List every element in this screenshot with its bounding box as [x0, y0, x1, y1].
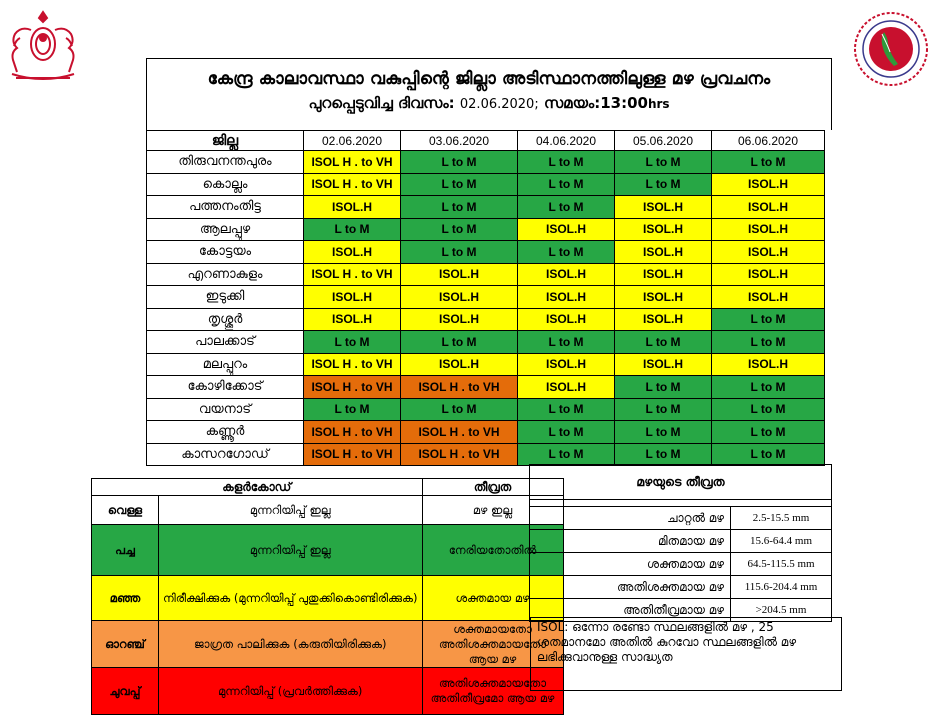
district-row [147, 376, 825, 399]
intensity-label: അതിശക്തമായ മഴ [530, 576, 731, 599]
legend-color-name: പച്ച [92, 525, 159, 576]
forecast-cell: ISOL.H [615, 241, 712, 264]
intensity-range: >204.5 mm [731, 599, 832, 622]
district-name: ഇടുക്കി [147, 286, 304, 309]
forecast-cell: L to M [401, 218, 518, 241]
forecast-cell: L to M [518, 241, 615, 264]
forecast-cell: L to M [712, 151, 825, 174]
district-name: ആലപ്പുഴ [147, 218, 304, 241]
forecast-cell: L to M [712, 443, 825, 466]
forecast-cell: L to M [401, 173, 518, 196]
forecast-cell: ISOL.H [615, 218, 712, 241]
forecast-cell: ISOL.H [615, 353, 712, 376]
forecast-title-box [146, 58, 832, 130]
color-code-legend [91, 478, 564, 715]
kerala-state-emblem-icon [6, 8, 80, 82]
forecast-cell: L to M [401, 398, 518, 421]
forecast-cell: ISOL.H [615, 196, 712, 219]
district-name: തൃശ്ശൂർ [147, 308, 304, 331]
forecast-cell: ISOL.H [712, 196, 825, 219]
time-unit: hrs [647, 97, 670, 111]
forecast-cell: ISOL.H [401, 353, 518, 376]
forecast-cell: L to M [615, 151, 712, 174]
district-row [147, 353, 825, 376]
legend-meaning: നിരീക്ഷിക്കുക (മുന്നറിയിപ്പ് പുതുക്കികൊണ്ടിരിക്കുക) [159, 576, 423, 621]
forecast-cell: ISOL H . to VH [304, 173, 401, 196]
district-row [147, 331, 825, 354]
district-row [147, 398, 825, 421]
district-row [147, 263, 825, 286]
forecast-cell: ISOL.H [615, 263, 712, 286]
forecast-cell: ISOL.H [304, 308, 401, 331]
forecast-cell: ISOL H . to VH [304, 263, 401, 286]
legend-color-name: ചുവപ്പ് [92, 668, 159, 715]
forecast-cell: L to M [518, 151, 615, 174]
forecast-cell: ISOL.H [712, 263, 825, 286]
forecast-cell: L to M [712, 421, 825, 444]
forecast-cell: ISOL H . to VH [304, 151, 401, 174]
forecast-cell: L to M [712, 308, 825, 331]
forecast-cell: L to M [401, 331, 518, 354]
forecast-cell: ISOL H . to VH [401, 421, 518, 444]
legend-row-orange [92, 621, 564, 668]
forecast-cell: ISOL.H [615, 308, 712, 331]
district-row [147, 241, 825, 264]
district-name: വയനാട് [147, 398, 304, 421]
forecast-cell: ISOL.H [615, 286, 712, 309]
spacer [530, 500, 832, 507]
date-column-header: 03.06.2020 [401, 131, 518, 151]
forecast-cell: ISOL.H [712, 353, 825, 376]
forecast-cell: L to M [518, 443, 615, 466]
forecast-cell: ISOL.H [401, 263, 518, 286]
forecast-cell: L to M [712, 398, 825, 421]
district-column-header: ജില്ല [147, 131, 304, 151]
intensity-range: 15.6-64.4 mm [731, 530, 832, 553]
forecast-cell: ISOL.H [712, 173, 825, 196]
intensity-row [530, 530, 832, 553]
legend-row-green [92, 525, 564, 576]
time-value: 13:00 [600, 94, 648, 112]
page-title: കേന്ദ്ര കാലാവസ്ഥാ വകുപ്പിന്റെ ജില്ലാ അടിസ്ഥാനത്തിലുള്ള മഴ പ്രവചനം [207, 69, 771, 89]
intensity-range: 64.5-115.5 mm [731, 553, 832, 576]
forecast-cell: ISOL.H [518, 218, 615, 241]
forecast-cell: L to M [401, 241, 518, 264]
district-name: മലപ്പുറം [147, 353, 304, 376]
forecast-cell: ISOL H . to VH [304, 421, 401, 444]
forecast-cell: L to M [401, 196, 518, 219]
forecast-cell: ISOL.H [401, 308, 518, 331]
intensity-row [530, 576, 832, 599]
rain-intensity-table [529, 464, 832, 622]
legend-intensity: അതിശക്തമായതോ അതിതീവ്രമോ ആയ മഴ [422, 668, 563, 715]
forecast-cell: ISOL H . to VH [304, 376, 401, 399]
district-name: കോട്ടയം [147, 241, 304, 264]
forecast-cell: ISOL.H [304, 286, 401, 309]
forecast-cell: ISOL H . to VH [401, 443, 518, 466]
intensity-label: ചാറ്റൽ മഴ [530, 507, 731, 530]
district-name: കോഴിക്കോട് [147, 376, 304, 399]
color-code-header: കളർകോഡ് [92, 479, 423, 496]
forecast-cell: L to M [615, 376, 712, 399]
legend-color-name: ഓറഞ്ച് [92, 621, 159, 668]
intensity-label: അതിതീവ്രമായ മഴ [530, 599, 731, 622]
forecast-cell: L to M [615, 443, 712, 466]
forecast-cell: L to M [615, 398, 712, 421]
legend-row-white [92, 496, 564, 525]
isol-definition-note: ISOL: ഒന്നോ രണ്ടോ സ്ഥലങ്ങളിൽ മഴ , 25 ശതമാനമോ അതിൽ കുറവോ സ്ഥലങ്ങളിൽ മഴ ലഭിക്കുവാനുള്ള സാദ്ധ്യത [530, 617, 842, 691]
issued-date: 02.06.2020; [459, 97, 539, 112]
forecast-cell: ISOL.H [712, 286, 825, 309]
issued-line [147, 94, 831, 112]
legend-meaning: ജാഗ്രത പാലിക്കുക (കരുതിയിരിക്കുക) [159, 621, 423, 668]
district-row [147, 443, 825, 466]
intensity-range: 115.6-204.4 mm [731, 576, 832, 599]
forecast-cell: ISOL.H [304, 241, 401, 264]
district-name: പത്തനംതിട്ട [147, 196, 304, 219]
intensity-row [530, 507, 832, 530]
forecast-cell: ISOL H . to VH [304, 443, 401, 466]
date-column-header: 05.06.2020 [615, 131, 712, 151]
forecast-cell: L to M [712, 376, 825, 399]
forecast-cell: L to M [401, 151, 518, 174]
forecast-cell: L to M [518, 331, 615, 354]
forecast-cell: ISOL.H [518, 308, 615, 331]
legend-intensity: മഴ ഇല്ല [422, 496, 563, 525]
district-row [147, 421, 825, 444]
district-row [147, 151, 825, 174]
intensity-range: 2.5-15.5 mm [731, 507, 832, 530]
forecast-cell: ISOL.H [518, 353, 615, 376]
forecast-cell: L to M [615, 331, 712, 354]
rain-intensity-header: മഴയുടെ തീവ്രത [530, 465, 832, 500]
legend-color-name: വെള്ള [92, 496, 159, 525]
legend-meaning: മുന്നറിയിപ്പ് ഇല്ല [159, 525, 423, 576]
forecast-cell: ISOL.H [712, 241, 825, 264]
district-name: കണ്ണൂർ [147, 421, 304, 444]
forecast-cell: L to M [304, 218, 401, 241]
district-name: പാലക്കാട് [147, 331, 304, 354]
legend-intensity: ശക്തമായതോ അതിശക്തമായതോ ആയ മഴ [422, 621, 563, 668]
district-name: കൊല്ലം [147, 173, 304, 196]
date-column-header: 02.06.2020 [304, 131, 401, 151]
forecast-cell: ISOL.H [401, 286, 518, 309]
forecast-cell: L to M [712, 331, 825, 354]
forecast-header-row [147, 131, 825, 151]
intensity-label: മിതമായ മഴ [530, 530, 731, 553]
forecast-cell: L to M [304, 398, 401, 421]
forecast-cell: ISOL.H [712, 218, 825, 241]
district-name: എറണാകുളം [147, 263, 304, 286]
district-row [147, 173, 825, 196]
legend-intensity: നേരിയതോതിൽ [422, 525, 563, 576]
forecast-cell: L to M [615, 173, 712, 196]
district-name: തിരുവനന്തപുരം [147, 151, 304, 174]
date-column-header: 04.06.2020 [518, 131, 615, 151]
district-row [147, 286, 825, 309]
forecast-cell: L to M [518, 398, 615, 421]
intensity-row [530, 553, 832, 576]
district-name: കാസറഗോഡ് [147, 443, 304, 466]
forecast-cell: L to M [518, 173, 615, 196]
district-row [147, 196, 825, 219]
legend-intensity: ശക്തമായ മഴ [422, 576, 563, 621]
issued-label: പുറപ്പെടുവിച്ച ദിവസം: [308, 94, 455, 112]
forecast-cell: ISOL H . to VH [304, 353, 401, 376]
forecast-cell: ISOL.H [518, 286, 615, 309]
forecast-cell: ISOL.H [304, 196, 401, 219]
legend-row-yellow [92, 576, 564, 621]
date-column-header: 06.06.2020 [712, 131, 825, 151]
time-label: സമയം: [543, 94, 601, 112]
forecast-cell: L to M [304, 331, 401, 354]
district-row [147, 308, 825, 331]
intensity-header: തീവ്രത [422, 479, 563, 496]
forecast-cell: L to M [615, 421, 712, 444]
intensity-label: ശക്തമായ മഴ [530, 553, 731, 576]
forecast-cell: ISOL.H [518, 263, 615, 286]
district-forecast-table [146, 130, 825, 466]
forecast-cell: ISOL H . to VH [401, 376, 518, 399]
district-row [147, 218, 825, 241]
legend-row-red [92, 668, 564, 715]
legend-meaning: മുന്നറിയിപ്പ് ഇല്ല [159, 496, 423, 525]
legend-color-name: മഞ്ഞ [92, 576, 159, 621]
legend-meaning: മുന്നറിയിപ്പ് (പ്രവർത്തിക്കുക) [159, 668, 423, 715]
forecast-cell: L to M [518, 196, 615, 219]
forecast-cell: ISOL.H [518, 376, 615, 399]
forecast-cell: L to M [518, 421, 615, 444]
ksdma-logo-icon [852, 10, 930, 88]
